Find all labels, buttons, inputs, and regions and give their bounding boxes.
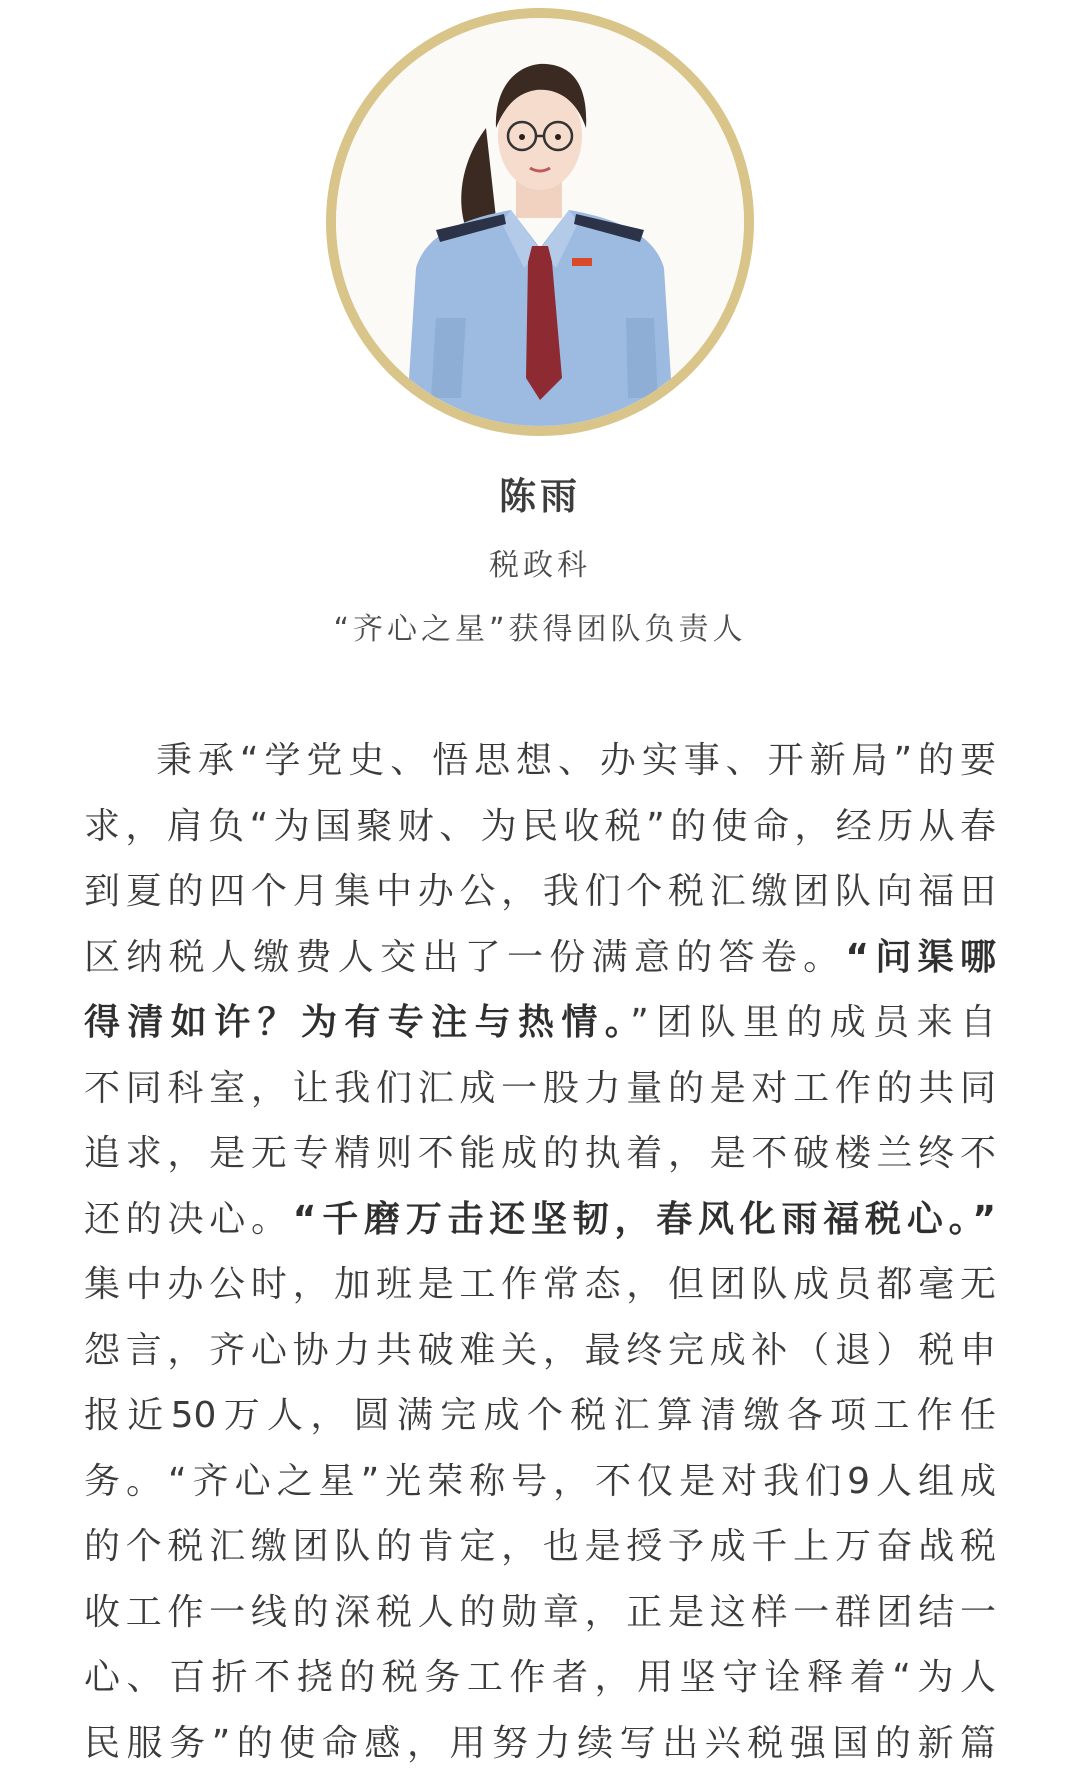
- article-text: 区纳税人缴费人交出了一份满意的答卷。: [84, 937, 845, 978]
- article-text: 报近50万人，圆满完成个税汇算清缴各项工作任: [84, 1395, 996, 1436]
- portrait-photo: [336, 18, 744, 426]
- article-text: 务。“齐心之星”光荣称号，不仅是对我们9人组成: [84, 1461, 996, 1502]
- article-line: [84, 1383, 996, 1449]
- article-text-bold: 得清如许？为有专注与热情。: [84, 1002, 630, 1043]
- article-line: [84, 859, 996, 925]
- article-text: ”团队里的成员来自: [630, 1002, 996, 1043]
- article-line: [84, 925, 996, 991]
- article-line: [84, 1711, 996, 1776]
- article-text: 的个税汇缴团队的肯定，也是授予成千上万奋战税: [84, 1526, 996, 1567]
- article-text: 收工作一线的深税人的勋章，正是这样一群团结一: [84, 1592, 996, 1633]
- article-text: 秉承“学党史、悟思想、办实事、开新局”的要: [156, 740, 996, 781]
- article-line: [84, 794, 996, 860]
- portrait-frame: [326, 8, 754, 436]
- person-name: 陈雨: [0, 466, 1080, 520]
- article-text: 心、百折不挠的税务工作者，用坚守诠释着“为人: [84, 1657, 996, 1698]
- department: 税政科: [0, 540, 1080, 584]
- article-line: [84, 1187, 996, 1253]
- article-text: 追求，是无专精则不能成的执着，是不破楼兰终不: [84, 1133, 996, 1174]
- article-text-bold: “千磨万击还坚韧，春风化雨福税心。”: [293, 1199, 996, 1240]
- article-body: [84, 728, 996, 1776]
- article-line: [84, 1121, 996, 1187]
- article-line: [84, 1514, 996, 1580]
- article-line: [84, 990, 996, 1056]
- article-text: 集中办公时，加班是工作常态，但团队成员都毫无: [84, 1264, 996, 1305]
- article-line: [84, 1318, 996, 1384]
- article-text: 到夏的四个月集中办公，我们个税汇缴团队向福田: [84, 871, 996, 912]
- article-line: [84, 1580, 996, 1646]
- article-line: [84, 1449, 996, 1515]
- article-text: 民服务”的使命感，用努力续写出兴税强国的新篇: [84, 1723, 996, 1764]
- role-title: “齐心之星”获得团队负责人: [0, 604, 1080, 648]
- article-text: 怨言，齐心协力共破难关，最终完成补（退）税申: [84, 1330, 996, 1371]
- article-line: [84, 1252, 996, 1318]
- article-line: [84, 728, 996, 794]
- article-text: 还的决心。: [84, 1199, 293, 1240]
- article-text-bold: “问渠哪: [845, 937, 996, 978]
- article-text: 不同科室，让我们汇成一股力量的是对工作的共同: [84, 1068, 996, 1109]
- article-line: [84, 1645, 996, 1711]
- article-text: 求，肩负“为国聚财、为民收税”的使命，经历从春: [84, 806, 996, 847]
- article-line: [84, 1056, 996, 1122]
